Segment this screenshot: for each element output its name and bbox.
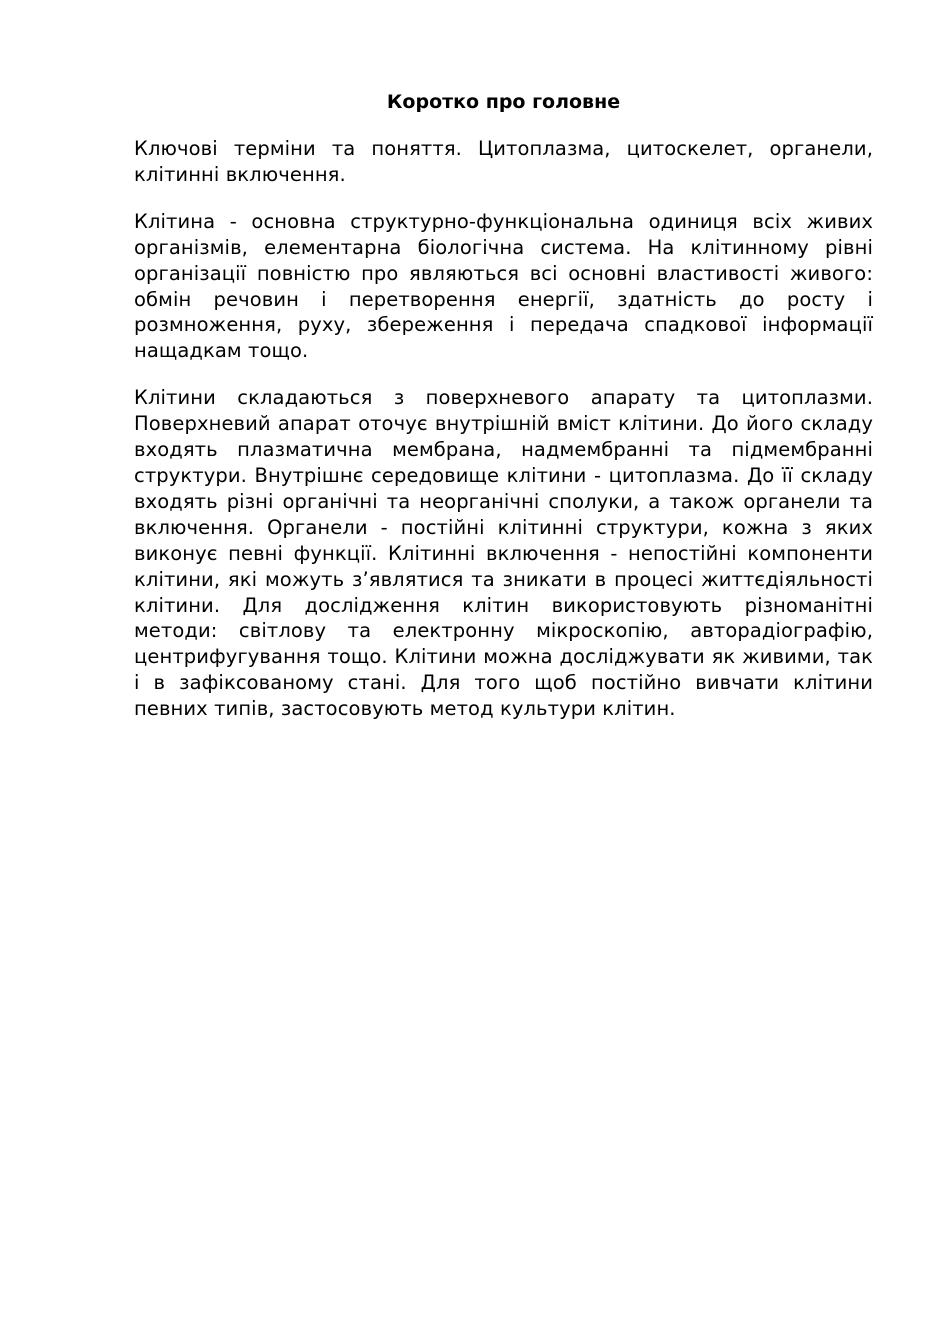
document-body [134, 88, 873, 743]
paragraph-cell-structure: Клітини складаються з поверхневого апарату та цитоплазми. Поверхневий апарат оточує внутрішній вміст клітини. До його складу входять плазматична мембрана, надмембранні та підмембранні структури. Внутрішнє середовище клітини - цитоплазма. До її складу входять різні органічні та неорганічні сполуки, а також органели та включення. Органели - постійні клітинні структури, кожна з яких виконує певні функції. Клітинні включення - непостійні компоненти клітини, які можуть з’являтися та зникати в процесі життєдіяльності клітини. Для дослідження клітин використовують різноманітні методи: світлову та електронну мікроскопію, авторадіографію, центрифугування тощо. Клітини можна досліджувати як живими, так і в зафіксованому стані. Для того щоб постійно вивчати клітини певних типів, застосовують метод культури клітин. [134, 386, 873, 721]
page-title: Коротко про головне [386, 91, 621, 113]
paragraph-key-terms: Ключові терміни та поняття. Цитоплазма, цитоскелет, органели, клітинні включення. [134, 137, 873, 186]
paragraph-cell-definition: Клітина - основна структурно-функціональна одиниця всіх живих організмів, елементарна біологічна система. На клітинному рівні організації повністю про являються всі основні властивості живого: обмін речовин і перетворення енергії, здатність до росту і розмноження, руху, збереження і передача спадкової інформації нащадкам тощо. [134, 209, 873, 363]
